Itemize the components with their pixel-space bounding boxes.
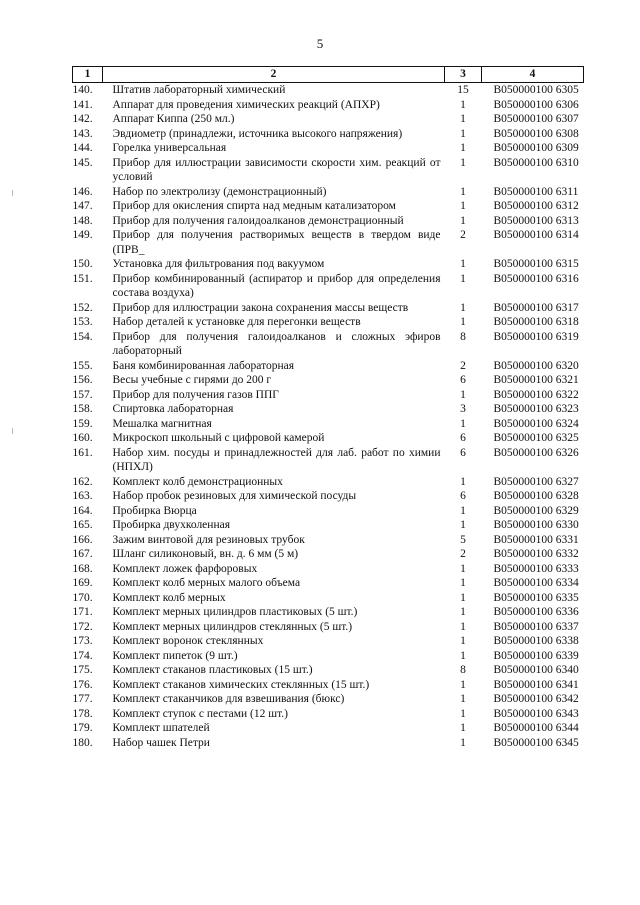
- item-quantity: 1: [460, 200, 466, 212]
- row-number: 158.: [72, 403, 93, 415]
- row-number: 164.: [72, 504, 93, 517]
- equipment-table: [72, 66, 584, 750]
- table-row: [73, 489, 584, 504]
- item-name: Прибор для получения газов ППГ: [112, 388, 279, 401]
- row-number: 151.: [72, 272, 93, 285]
- item-name: Пробирка Вюрца: [112, 504, 197, 517]
- item-code: B050000100 6308: [493, 127, 579, 140]
- row-number: 150.: [72, 258, 93, 270]
- item-code: B050000100 6341: [493, 678, 579, 691]
- table-row: [73, 591, 584, 606]
- item-quantity: 1: [460, 417, 466, 430]
- row-number: 157.: [72, 388, 93, 401]
- item-code: B050000100 6320: [493, 359, 579, 372]
- item-name: Мешалка магнитная: [112, 417, 212, 430]
- item-name: Прибор для получения растворимых веществ в твердом виде (ПРВ_: [112, 229, 441, 256]
- table-row: [73, 518, 584, 533]
- item-code: B050000100 6339: [493, 649, 579, 662]
- item-code: B050000100 6317: [493, 301, 579, 314]
- item-name: Набор по электролизу (демонстрационный): [112, 185, 327, 198]
- item-quantity: 6: [460, 490, 466, 502]
- item-quantity: 2: [460, 548, 466, 560]
- row-number: 152.: [72, 301, 93, 314]
- item-code: B050000100 6342: [493, 693, 579, 705]
- row-number: 159.: [72, 417, 93, 430]
- item-name: Комплект ступок с пестами (12 шт.): [112, 707, 288, 720]
- item-quantity: 1: [460, 185, 466, 198]
- item-name: Набор деталей к установке для перегонки веществ: [112, 316, 361, 328]
- item-quantity: 1: [460, 127, 466, 140]
- header-col-3: 3: [445, 67, 482, 83]
- item-name: Комплект колб мерных: [112, 591, 226, 604]
- item-code: B050000100 6312: [493, 200, 579, 212]
- page-number: 5: [316, 36, 324, 51]
- table-row: [73, 431, 584, 446]
- row-number: 145.: [72, 156, 93, 169]
- item-name: Аппарат для проведения химических реакций (АПХР): [112, 98, 380, 111]
- row-number: 170.: [72, 591, 93, 604]
- item-name: Комплект стаканов химических стеклянных (15 шт.): [112, 678, 370, 691]
- item-code: B050000100 6333: [493, 562, 579, 575]
- table-row: [73, 98, 584, 113]
- row-number: 156.: [72, 374, 93, 386]
- item-quantity: 1: [460, 678, 466, 691]
- row-number: 176.: [72, 678, 93, 691]
- row-number: 148.: [72, 214, 93, 227]
- row-number: 144.: [72, 142, 93, 154]
- item-quantity: 1: [460, 272, 466, 285]
- item-code: B050000100 6327: [493, 475, 579, 488]
- table-row: [73, 736, 584, 751]
- item-code: B050000100 6325: [493, 432, 579, 444]
- table-row: [73, 707, 584, 722]
- table-row: [73, 620, 584, 635]
- row-number: 174.: [72, 649, 93, 662]
- item-name: Пробирка двухколенная: [112, 519, 230, 531]
- table-row: [73, 83, 584, 98]
- item-quantity: 1: [460, 736, 466, 749]
- item-quantity: 1: [460, 722, 466, 734]
- row-number: 153.: [72, 316, 93, 328]
- table-row: [73, 199, 584, 214]
- table-row: [73, 533, 584, 548]
- table-row: [73, 446, 584, 475]
- row-number: 175.: [72, 664, 93, 676]
- item-name: Набор чашек Петри: [112, 736, 210, 749]
- item-quantity: 1: [460, 606, 466, 618]
- item-name: Комплект стаканчиков для взвешивания (бюкс): [112, 693, 345, 705]
- item-code: B050000100 6309: [493, 142, 579, 154]
- table-row: [73, 185, 584, 200]
- table-row: [73, 417, 584, 432]
- item-name: Комплект мерных цилиндров пластиковых (5 шт.): [112, 606, 358, 618]
- item-quantity: 1: [460, 504, 466, 517]
- item-quantity: 1: [460, 475, 466, 488]
- item-name: Прибор для окисления спирта над медным катализатором: [112, 200, 396, 212]
- item-quantity: 1: [460, 258, 466, 270]
- row-number: 143.: [72, 127, 93, 140]
- table-row: [73, 141, 584, 156]
- row-number: 179.: [72, 722, 93, 734]
- item-quantity: 1: [460, 577, 466, 589]
- item-code: B050000100 6344: [493, 722, 579, 734]
- row-number: 166.: [72, 533, 93, 546]
- table-row: [73, 214, 584, 229]
- table-row: [73, 257, 584, 272]
- item-name: Эвдиометр (принадлежи, источника высокого напряжения): [112, 127, 403, 140]
- table-row: [73, 721, 584, 736]
- table-row: [73, 678, 584, 693]
- item-code: B050000100 6335: [493, 591, 579, 604]
- table-header: [73, 67, 584, 83]
- header-col-1: 1: [73, 67, 103, 83]
- item-code: B050000100 6334: [493, 577, 579, 589]
- row-number: 165.: [72, 519, 93, 531]
- row-number: 178.: [72, 707, 93, 720]
- table-row: [73, 388, 584, 403]
- item-name: Набор хим. посуды и принадлежностей для лаб. работ по химии (НПХЛ): [112, 446, 441, 473]
- table-row: [73, 663, 584, 678]
- table-row: [73, 649, 584, 664]
- row-number: 173.: [72, 635, 93, 647]
- item-quantity: 8: [460, 664, 466, 676]
- table-row: [73, 634, 584, 649]
- item-quantity: 1: [460, 591, 466, 604]
- table-row: [73, 562, 584, 577]
- item-code: B050000100 6321: [493, 374, 579, 386]
- item-quantity: 1: [460, 519, 466, 531]
- item-quantity: 2: [460, 229, 466, 241]
- row-number: 172.: [72, 620, 93, 633]
- item-code: B050000100 6330: [493, 519, 579, 531]
- item-code: B050000100 6328: [493, 490, 579, 502]
- table-row: [73, 330, 584, 359]
- item-quantity: 1: [460, 156, 466, 169]
- item-name: Прибор для получения галоидоалканов демонстрационный: [112, 214, 404, 227]
- item-code: B050000100 6323: [493, 403, 579, 415]
- row-number: 160.: [72, 432, 93, 444]
- scan-mark: [12, 428, 13, 434]
- item-name: Горелка универсальная: [112, 142, 227, 154]
- table-body: [73, 83, 584, 751]
- item-quantity: 1: [460, 635, 466, 647]
- item-name: Зажим винтовой для резиновых трубок: [112, 533, 305, 546]
- item-name: Прибор для иллюстрации закона сохранения массы веществ: [112, 301, 409, 314]
- item-code: B050000100 6315: [493, 258, 579, 270]
- item-name: Спиртовка лабораторная: [112, 403, 234, 415]
- item-name: Комплект мерных цилиндров стеклянных (5 шт.): [112, 620, 353, 633]
- table-row: [73, 315, 584, 330]
- item-name: Шланг силиконовый, вн. д. 6 мм (5 м): [112, 548, 299, 560]
- item-code: B050000100 6345: [493, 736, 579, 749]
- row-number: 168.: [72, 562, 93, 575]
- item-code: B050000100 6316: [493, 272, 579, 285]
- item-code: B050000100 6306: [493, 98, 579, 111]
- table-row: [73, 692, 584, 707]
- item-name: Прибор комбинированный (аспиратор и прибор для определения состава воздуха): [112, 272, 441, 299]
- item-name: Комплект шпателей: [112, 722, 210, 734]
- item-name: Установка для фильтрования под вакуумом: [112, 258, 325, 270]
- row-number: 154.: [72, 330, 93, 343]
- item-quantity: 8: [460, 330, 466, 343]
- table-row: [73, 228, 584, 257]
- table-row: [73, 359, 584, 374]
- item-code: B050000100 6332: [493, 548, 579, 560]
- table-row: [73, 272, 584, 301]
- item-quantity: 1: [460, 562, 466, 575]
- item-name: Прибор для иллюстрации зависимости скорости хим. реакций от условий: [112, 156, 441, 183]
- item-code: B050000100 6336: [493, 606, 579, 618]
- item-quantity: 1: [460, 214, 466, 227]
- item-code: B050000100 6326: [493, 446, 579, 459]
- item-quantity: 1: [460, 316, 466, 328]
- item-name: Штатив лабораторный химический: [112, 84, 286, 96]
- table-row: [73, 475, 584, 490]
- item-quantity: 1: [460, 620, 466, 633]
- item-name: Комплект ложек фарфоровых: [112, 562, 258, 575]
- item-quantity: 1: [460, 649, 466, 662]
- item-name: Комплект стаканов пластиковых (15 шт.): [112, 664, 313, 676]
- row-number: 180.: [72, 736, 93, 749]
- item-name: Прибор для получения галоидоалканов и сложных эфиров лабораторный: [112, 330, 441, 357]
- row-number: 163.: [72, 490, 93, 502]
- row-number: 146.: [72, 185, 93, 198]
- table-row: [73, 547, 584, 562]
- row-number: 177.: [72, 693, 93, 705]
- item-quantity: 1: [460, 388, 466, 401]
- item-quantity: 1: [460, 707, 466, 720]
- table-row: [73, 576, 584, 591]
- row-number: 141.: [72, 98, 93, 111]
- row-number: 149.: [72, 229, 93, 241]
- item-quantity: 1: [460, 301, 466, 314]
- table-row: [73, 127, 584, 142]
- item-code: B050000100 6311: [493, 185, 579, 198]
- table-row: [73, 504, 584, 519]
- table-row: [73, 605, 584, 620]
- item-name: Комплект пипеток (9 шт.): [112, 649, 238, 662]
- item-code: B050000100 6307: [493, 113, 579, 125]
- item-name: Комплект колб демонстрационных: [112, 475, 283, 488]
- row-number: 147.: [72, 200, 93, 212]
- item-quantity: 6: [460, 374, 466, 386]
- item-quantity: 6: [460, 446, 466, 459]
- table-row: [73, 301, 584, 316]
- item-quantity: 5: [460, 533, 466, 546]
- item-code: B050000100 6318: [493, 316, 579, 328]
- item-name: Набор пробок резиновых для химической посуды: [112, 490, 357, 502]
- table-row: [73, 402, 584, 417]
- item-name: Микроскоп школьный с цифровой камерой: [112, 432, 325, 444]
- row-number: 140.: [72, 84, 93, 96]
- table-row: [73, 112, 584, 127]
- item-quantity: 2: [460, 359, 466, 372]
- scan-mark: [12, 190, 13, 196]
- row-number: 167.: [72, 548, 93, 560]
- item-code: B050000100 6310: [493, 156, 579, 169]
- item-quantity: 1: [460, 693, 466, 705]
- item-quantity: 1: [460, 142, 466, 154]
- row-number: 162.: [72, 475, 93, 488]
- table-row: [73, 373, 584, 388]
- item-quantity: 6: [460, 432, 466, 444]
- row-number: 171.: [72, 606, 93, 618]
- row-number: 142.: [72, 113, 93, 125]
- item-name: Аппарат Киппа (250 мл.): [112, 113, 235, 125]
- item-name: Баня комбинированная лабораторная: [112, 359, 295, 372]
- item-code: B050000100 6329: [493, 504, 579, 517]
- item-quantity: 1: [460, 98, 466, 111]
- item-code: B050000100 6319: [493, 330, 579, 343]
- item-code: B050000100 6331: [493, 533, 579, 546]
- item-quantity: 3: [460, 403, 466, 415]
- item-code: B050000100 6337: [493, 620, 579, 633]
- row-number: 155.: [72, 359, 93, 372]
- item-code: B050000100 6324: [493, 417, 579, 430]
- item-name: Комплект воронок стеклянных: [112, 635, 264, 647]
- item-quantity: 15: [457, 84, 469, 96]
- item-name: Весы учебные с гирями до 200 г: [112, 374, 272, 386]
- item-name: Комплект колб мерных малого объема: [112, 577, 301, 589]
- header-col-2: 2: [103, 67, 445, 83]
- row-number: 161.: [72, 446, 93, 459]
- item-code: B050000100 6313: [493, 214, 579, 227]
- item-code: B050000100 6314: [493, 229, 579, 241]
- item-code: B050000100 6343: [493, 707, 579, 720]
- item-quantity: 1: [460, 113, 466, 125]
- item-code: B050000100 6305: [493, 84, 579, 96]
- row-number: 169.: [72, 577, 93, 589]
- item-code: B050000100 6340: [493, 664, 579, 676]
- item-code: B050000100 6338: [493, 635, 579, 647]
- table-row: [73, 156, 584, 185]
- header-col-4: 4: [482, 67, 584, 83]
- item-code: B050000100 6322: [493, 388, 579, 401]
